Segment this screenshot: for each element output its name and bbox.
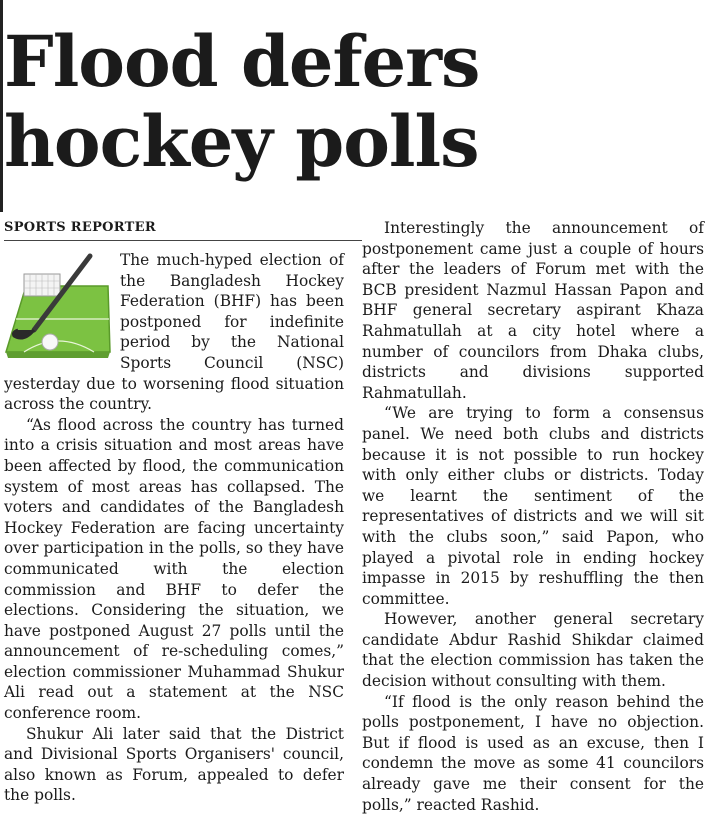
left-column bbox=[4, 250, 344, 806]
paragraph: “We are trying to form a consensus panel. We need both clubs and districts because it is not possible to run hockey with only either clubs or districts. Today we learnt the sentiment of the representatives of districts and we will sit with the clubs soon,” said Papon, who played a pivotal role in ending hockey impasse in 2015 by reshuffling the then committee. bbox=[362, 404, 704, 608]
paragraph: “As flood across the country has turned into a crisis situation and most areas have been affected by flood, the communication system of most areas has collapsed. The voters and candidates of the Bangladesh Hockey Federation are facing uncertainty over participation in the polls, so they have communicated with the election commission and BHF to defer the elections. Considering the situation, we have postponed August 27 polls until the announcement of re-scheduling comes,” election commissioner Muhammad Shukur Ali read out a statement at the NSC conference room. bbox=[4, 415, 344, 723]
paragraph: “If flood is the only reason behind the polls postponement, I have no objection. But if flood is used as an excuse, then I condemn the move as some 41 councilors already gave me their consent for the polls,” reacted Rashid. bbox=[362, 692, 704, 814]
paragraph: However, another general secretary candidate Abdur Rashid Shikdar claimed that the election commission has taken the decision without consulting with them. bbox=[362, 610, 704, 691]
byline: SPORTS REPORTER bbox=[4, 220, 156, 235]
byline-rule bbox=[4, 240, 362, 241]
headline-line-1: Flood defers bbox=[4, 20, 480, 103]
column-rule bbox=[0, 0, 3, 212]
hockey-illustration-icon bbox=[4, 252, 112, 364]
paragraph: Shukur Ali later said that the District and Divisional Sports Organisers' council, also known as Forum, appealed to defer the polls. bbox=[4, 724, 344, 805]
right-column bbox=[362, 218, 704, 815]
headline bbox=[4, 22, 704, 182]
headline-line-2: hockey polls bbox=[4, 100, 479, 183]
paragraph: The much-hyped election of the Bangladesh Hockey Federation (BHF) has been postponed for indefinite period by the National Sports Council (NSC) yesterday due to worsening flood situation across the country. bbox=[4, 251, 344, 414]
paragraph: Interestingly the announcement of postponement came just a couple of hours after the leaders of Forum met with the BCB president Nazmul Hassan Papon and BHF general secretary aspirant Khaza Rahmatullah at a city hotel where a number of councilors from Dhaka clubs, districts and divisions supported Rahmatullah. bbox=[362, 219, 704, 402]
